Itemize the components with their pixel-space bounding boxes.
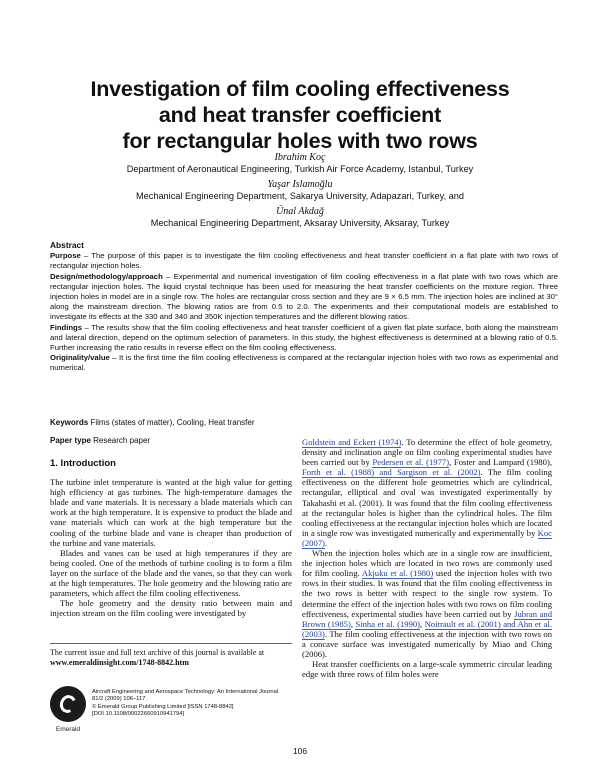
citation-link[interactable]: Sinha et al. (1990) xyxy=(355,618,421,629)
paragraph-text: . To determine the effect of hole geometry, density and inclination angle on film cooling experimental studies have been carried out by xyxy=(302,437,553,468)
paragraph-text: . xyxy=(324,537,328,548)
design-label: Design/methodology/approach xyxy=(50,271,163,281)
citation-link[interactable]: Forth et al. (1988) and Sargison et al. (2002) xyxy=(302,467,481,478)
paragraph xyxy=(302,437,552,548)
title-line-3: for rectangular holes with two rows xyxy=(122,129,478,153)
abstract-findings xyxy=(50,323,558,354)
title-line-1: Investigation of film cooling effectiveness xyxy=(90,77,510,101)
paragraph: Heat transfer coefficients on a large-scale symmetric circular leading edge with three rows of film holes were xyxy=(302,659,552,680)
citation-link[interactable]: Goldstein and Eckert (1974) xyxy=(302,437,402,447)
paragraph: The hole geometry and the density ratio between main and injection stream on the film cooling were investigated by xyxy=(50,598,292,619)
footnote xyxy=(50,648,292,668)
section-heading: 1. Introduction xyxy=(50,458,116,469)
paragraph xyxy=(302,548,552,659)
paragraph-text: , xyxy=(350,618,356,629)
author-affiliation: Mechanical Engineering Department, Aksaray University, Aksaray, Turkey xyxy=(150,217,450,228)
abstract-originality xyxy=(50,353,558,373)
journal-volume: 81/2 (2009) 106–117 xyxy=(92,696,146,703)
journal-url-link[interactable]: www.emeraldinsight.com/1748-8842.htm xyxy=(50,658,189,667)
keywords-label: Keywords xyxy=(50,418,89,427)
paragraph-text: , xyxy=(420,618,425,629)
paper-type-value: Research paper xyxy=(90,436,151,445)
keywords xyxy=(50,418,255,427)
abstract-design xyxy=(50,272,558,323)
author-affiliation: Department of Aeronautical Engineering, Turkish Air Force Academy, Istanbul, Turkey xyxy=(126,163,474,174)
abstract-purpose xyxy=(50,251,558,271)
doi: [DOI 10.1108/00022660910941794] xyxy=(92,710,185,717)
originality-label: Originality/value xyxy=(50,353,110,363)
footnote-text: The current issue and full text archive of this journal is available at xyxy=(50,648,265,657)
emerald-logo-icon xyxy=(50,686,86,722)
right-column xyxy=(302,437,552,679)
copyright: © Emerald Group Publishing Limited [ISSN 1748-8842] xyxy=(92,703,234,710)
paragraph-text: used the injection holes with two rows in their studies. It was found that the film cooling effectiveness in the two rows is better with respect to the single row system. To determine the effect of the injection holes with two rows on film cooling effectiveness, experimental studies have been carried out by xyxy=(302,568,552,619)
purpose-label: Purpose xyxy=(50,251,81,261)
paragraph-text: , Foster and Lampard (1980), xyxy=(449,457,552,468)
paragraph: Blades and vanes can be used at high temperatures if they are being cooled. One of the methods of turbine cooling is to form a film layer on the surface of the blade and the vanes, so that they can work at the high temperatures. The hole geometry and the blowing ratio are parameters, which affect the film cooling effectiveness. xyxy=(50,547,292,599)
paper-type-label: Paper type xyxy=(50,436,91,445)
paragraph-text: When the injection holes which are in a single row are insufficient, the injection holes which are located in two rows are commonly used for film cooling. xyxy=(302,548,552,579)
findings-text: – The results show that the film cooling effectiveness and heat transfer coefficient of a given flat plate surface, both along the mainstream and lateral direction, depend on the optimum selection of parameters. In this study, the highest effectiveness is determined at a blowing ratio of 0.5. Further increasing the ratio results in reverse effect on the film cooling effectiveness. xyxy=(50,322,558,353)
publisher-name: Emerald xyxy=(55,726,81,733)
design-text: – Experimental and numerical investigation of film cooling effectiveness in a flat plate with two rows which are rectangular injection holes. The liquid crystal technique has been used for measuring the heat transfer coefficients on the mixture region. Three injection holes in model are in a single row. The holes are rectangular cross section and they are 9 × 6.5 mm. The injection holes are inclined at 30° along the mainstream direction. The blowing ratios are from 0.5 to 2.0. The experiments and their computational models are established to investigate its effects at the 330 and 340 and 350K injection temperatures and the different blowing ratios. xyxy=(50,271,558,322)
paragraph-text: . The film cooling effectiveness at the injection with two rows on a concave surface was investigated numerically by Miao and Ching (2006). xyxy=(302,628,552,659)
paragraph: The turbine inlet temperature is wanted at the high value for getting high efficiency at gas turbines. The high-temperature damages the blade and vane materials. It is necessary a blade materials which can work at the high temperature. It is expensive to product the blade and vane materials which can work at the high temperature but the cooling of the turbine blade and vane is cheaper than production of the turbine and vane materials. xyxy=(50,477,292,548)
keywords-value: Films (states of matter), Cooling, Heat transfer xyxy=(88,418,255,427)
findings-label: Findings xyxy=(50,322,83,332)
author-name: Ünal Akdağ xyxy=(276,206,324,218)
originality-text: – It is the first time the film cooling effectiveness is compared at the rectangular injection holes with two rows as experimental and numerical. xyxy=(50,353,558,373)
page-number: 106 xyxy=(292,746,308,756)
citation-link[interactable]: Noitrault et al. (2001) and Ahn et al. (2003) xyxy=(302,618,552,639)
abstract-heading: Abstract xyxy=(50,240,84,250)
citation-link[interactable]: Akjuku et al. (1980) xyxy=(361,568,434,579)
title-line-2: and heat transfer coefficient xyxy=(158,103,442,127)
paper-type xyxy=(50,436,150,445)
citation-link[interactable]: Koc (2007) xyxy=(302,527,552,548)
left-column xyxy=(50,459,292,618)
footnote-divider xyxy=(50,643,292,644)
purpose-text: – The purpose of this paper is to investigate the film cooling effectiveness and heat transfer coefficient in a flat plate with two rows of rectangular injection holes. xyxy=(50,251,558,271)
paragraph-text: . The film cooling effectiveness on the different hole geometries which are cylindrical, rectangular, elliptical and oval was investigated experimentally by Takahashi et al. (2001). It was found that the film cooling effectiveness at the rectangular holes is higher than the cylindrical holes. The film cooling effectiveness at the rectangular injection holes which are located in a single row was investigated numerically and experimentally by xyxy=(302,467,552,538)
author-block xyxy=(30,152,570,234)
author-name: Yaşar Islamoğlu xyxy=(267,179,333,191)
author-name: Ibrahim Koç xyxy=(274,152,326,163)
citation-link[interactable]: Jubran and Brown (1985) xyxy=(302,608,552,629)
abstract xyxy=(50,240,558,374)
author-affiliation: Mechanical Engineering Department, Sakarya University, Adapazari, Turkey, and xyxy=(135,190,465,201)
journal-name: Aircraft Engineering and Aerospace Technology: An International Journal xyxy=(92,689,279,695)
publisher-info xyxy=(92,689,302,718)
citation-link[interactable]: Pedersen et al. (1977) xyxy=(372,457,450,468)
paper-title xyxy=(30,76,570,154)
